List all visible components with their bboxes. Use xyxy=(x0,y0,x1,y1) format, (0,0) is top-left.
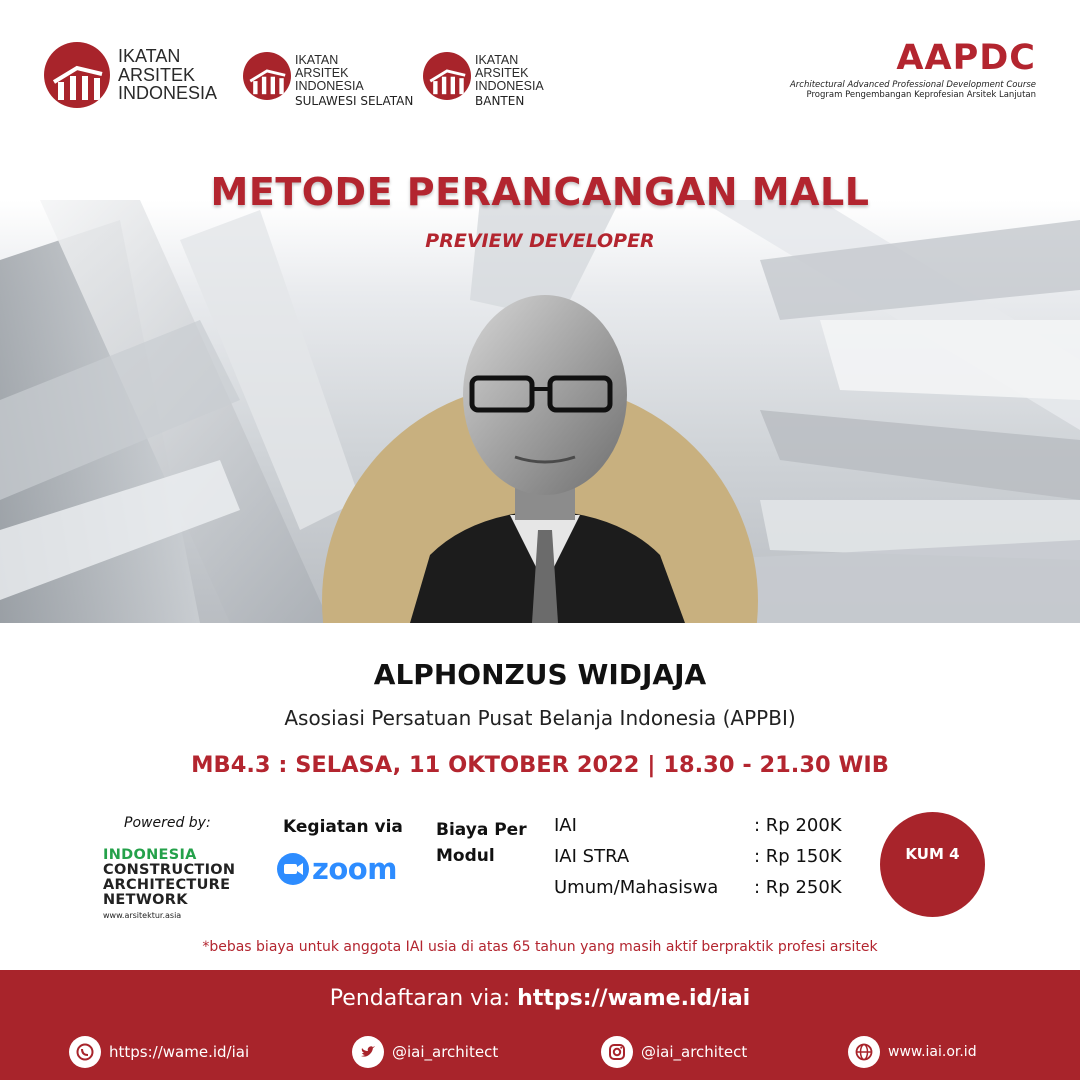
event-title: METODE PERANCANGAN MALL xyxy=(210,170,870,214)
contact-twitter[interactable] xyxy=(352,1036,498,1068)
iai-sulsel-text xyxy=(295,54,413,107)
logo-region: BANTEN xyxy=(475,94,525,109)
logo-region: SULAWESI SELATAN xyxy=(295,94,414,109)
registration-link[interactable]: https://wame.id/iai xyxy=(517,986,751,1011)
registration-line xyxy=(0,986,1080,1011)
logo-line-3: INDONESIA xyxy=(295,78,364,93)
logo-line-2: ARSITEK xyxy=(295,65,349,80)
logo-line-3: INDONESIA xyxy=(475,78,544,93)
iai-logo-main xyxy=(44,42,217,108)
pricing-category: Umum/Mahasiswa xyxy=(554,877,719,898)
globe-icon xyxy=(848,1036,880,1068)
contact-whatsapp[interactable] xyxy=(69,1036,249,1068)
twitter-icon xyxy=(352,1036,384,1068)
instagram-icon xyxy=(601,1036,633,1068)
aapdc-tagline-id: Program Pengembangan Keprofesian Arsitek Lanjutan xyxy=(806,90,1036,100)
contact-website[interactable] xyxy=(848,1036,977,1068)
fee-waiver-note: *bebas biaya untuk anggota IAI usia di atas 65 tahun yang masih aktif berpraktik profesi arsitek xyxy=(202,939,878,955)
contact-text: https://wame.id/iai xyxy=(109,1043,250,1061)
pricing-row xyxy=(554,846,864,877)
pricing-table xyxy=(554,815,864,908)
logo-line-1: IKATAN xyxy=(475,53,519,67)
pricing-category: IAI STRA xyxy=(554,846,630,867)
pricing-value: : Rp 200K xyxy=(754,815,842,836)
pricing-value: : Rp 250K xyxy=(754,877,842,898)
aapdc-tagline-en: Architectural Advanced Professional Development Course xyxy=(789,80,1036,90)
whatsapp-icon xyxy=(69,1036,101,1068)
logo-line-3: INDONESIA xyxy=(118,83,218,104)
aapdc-title: AAPDC xyxy=(896,38,1036,78)
contact-instagram[interactable] xyxy=(601,1036,747,1068)
iai-logo-text xyxy=(118,47,217,102)
logo-line-1: IKATAN xyxy=(118,46,181,67)
powered-by-label: Powered by: xyxy=(124,815,211,831)
zoom-logo xyxy=(277,852,397,886)
pricing-label-line-2: Modul xyxy=(436,846,495,866)
logo-line-1: IKATAN xyxy=(295,53,339,67)
iai-banten-text xyxy=(475,54,544,107)
pricing-label-line-1: Biaya Per xyxy=(436,820,527,840)
icanet-line-4: NETWORK xyxy=(103,892,188,908)
event-schedule: MB4.3 : SELASA, 11 OKTOBER 2022 | 18.30 - 21.30 WIB xyxy=(191,752,889,778)
logo-line-2: ARSITEK xyxy=(118,64,196,85)
icanet-logo xyxy=(103,848,235,923)
kum-badge: KUM 4 xyxy=(880,812,985,917)
icanet-line-1: INDONESIA xyxy=(103,847,197,863)
platform-label: Kegiatan via xyxy=(283,817,403,837)
iai-emblem-icon xyxy=(44,42,110,108)
speaker-name: ALPHONZUS WIDJAJA xyxy=(373,658,707,691)
speaker-photo xyxy=(380,285,710,623)
iai-emblem-icon xyxy=(423,52,471,100)
event-subtitle: PREVIEW DEVELOPER xyxy=(425,230,655,252)
registration-label: Pendaftaran via: xyxy=(329,986,511,1011)
zoom-camera-icon xyxy=(277,853,309,885)
contact-text: www.iai.or.id xyxy=(888,1044,977,1060)
pricing-value: : Rp 150K xyxy=(754,846,842,867)
pricing-label xyxy=(436,817,536,869)
iai-logo-sulsel xyxy=(243,44,413,107)
pricing-category: IAI xyxy=(554,815,577,836)
contact-text: @iai_architect xyxy=(392,1043,499,1061)
icanet-url: www.arsitektur.asia xyxy=(103,911,182,920)
contact-text: @iai_architect xyxy=(641,1043,748,1061)
icanet-line-2: CONSTRUCTION xyxy=(103,862,236,878)
pricing-row xyxy=(554,877,864,908)
iai-logo-banten xyxy=(423,44,544,107)
logo-line-2: ARSITEK xyxy=(475,65,529,80)
iai-emblem-icon xyxy=(243,52,291,100)
speaker-organization: Asosiasi Persatuan Pusat Belanja Indonesia (APPBI) xyxy=(284,706,796,730)
zoom-wordmark: zoom xyxy=(312,852,397,886)
pricing-row xyxy=(554,815,864,846)
icanet-line-3: ARCHITECTURE xyxy=(103,877,231,893)
aapdc-logo xyxy=(790,38,1036,100)
